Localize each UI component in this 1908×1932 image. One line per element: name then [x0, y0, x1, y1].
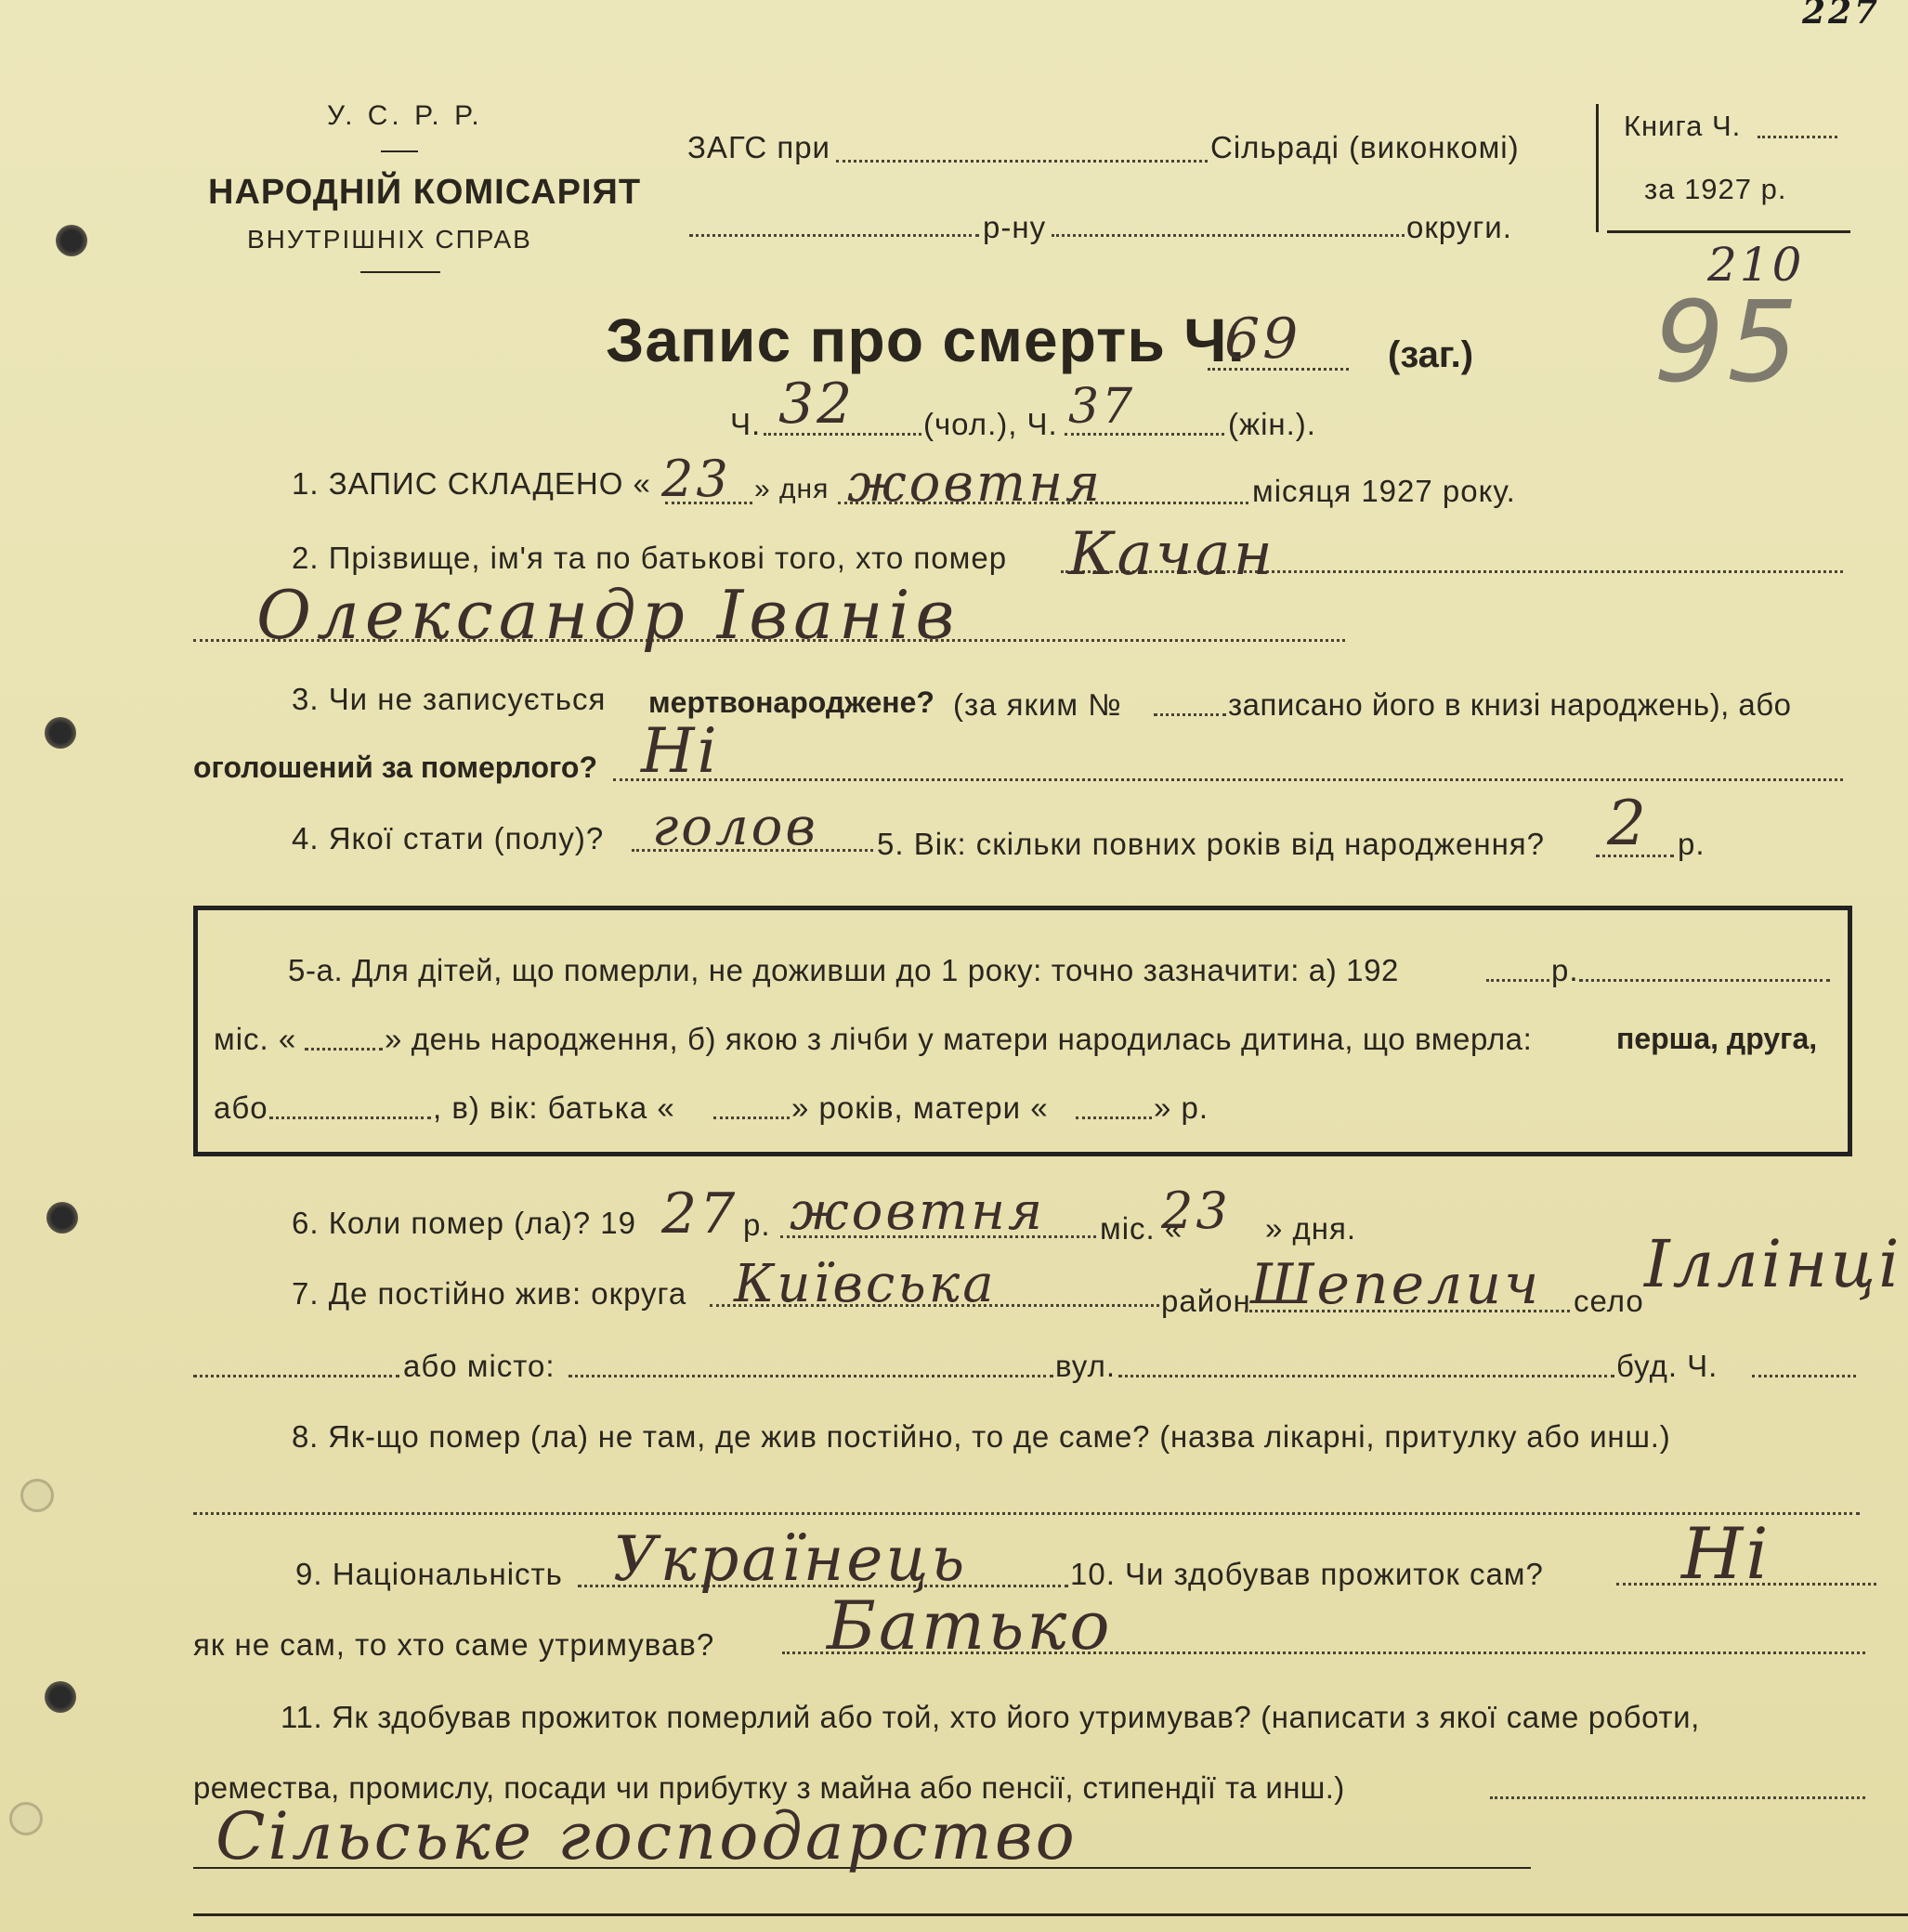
field1-label: 1. ЗАПИС СКЛАДЕНО « [292, 466, 651, 501]
field5a-line3-pre: або [214, 1090, 268, 1125]
field10-answer: Ні [1681, 1512, 1771, 1595]
female-number: 37 [1068, 379, 1136, 435]
field11-line2-dots [1490, 1796, 1865, 1799]
binder-hole-6 [9, 1802, 43, 1835]
top-corner-number: 227 [1802, 0, 1881, 32]
field10-label: 10. Чи здобував прожиток сам? [1070, 1557, 1544, 1591]
field5a-line2: » день народження, б) якою з лічби у матери народилась дитина, що вмерла: [385, 1022, 1533, 1056]
field1-suffix: місяця 1927 року. [1252, 474, 1516, 508]
field5a-first-second: перша, друга, [1616, 1022, 1818, 1055]
field7-selo-label: село [1574, 1284, 1644, 1318]
okrugy-dots [1052, 234, 1405, 237]
field11-line1: 11. Як здобував прожиток померлий або той, хто його утримував? (написати з якої саме роботи, [281, 1700, 1700, 1734]
field9-answer: Українець [613, 1523, 968, 1595]
field4-answer: голов [652, 797, 818, 857]
book-box-bottom-border [1607, 230, 1850, 233]
field2-name: Олександр Іванів [256, 576, 961, 654]
rnu-dots [689, 234, 979, 237]
field8-label: 8. Як-що помер (ла) не там, де жив постійно, то де саме? (назва лікарні, притулку або инш.) [292, 1419, 1671, 1454]
field5a-r: р. [1551, 953, 1579, 987]
field11-line2: ремества, промислу, посади чи прибутку з майна або пенсії, стипендії та инш.) [193, 1770, 1345, 1805]
field1-day: 23 [661, 450, 731, 508]
book-label: Книга Ч. [1624, 110, 1742, 142]
male-number: 32 [778, 372, 856, 437]
field8-answer-dots [193, 1512, 1860, 1515]
male-label: (чол.), Ч. [923, 407, 1058, 441]
okrugy-label: округи. [1406, 210, 1512, 244]
field7b-misto: або місто: [403, 1349, 555, 1383]
field7b-pre-dots [193, 1375, 399, 1377]
field3-text3: записано його в книзі народжень), або [1228, 687, 1792, 722]
field3-text2: (за яким № [953, 687, 1122, 722]
field7-raion: Шепелич [1250, 1252, 1542, 1317]
field7b-bud: буд. Ч. [1616, 1349, 1719, 1383]
field6-label: 6. Коли помер (ла)? 19 [292, 1206, 636, 1240]
record-title: Запис про смерть Ч. [606, 306, 1246, 374]
field6-day: 23 [1161, 1181, 1231, 1240]
field5-suffix: р. [1678, 827, 1705, 861]
field5a-day-dots [305, 1048, 383, 1051]
bottom-solid-line [193, 1913, 1908, 1916]
field7-raion-label: район [1161, 1284, 1251, 1318]
zags-dots [836, 160, 1208, 163]
field2-surname: Качан [1068, 520, 1275, 589]
field5a-mother-age-dots [1076, 1116, 1152, 1119]
field7-selo: Іллінці [1644, 1226, 1902, 1302]
binder-hole-3 [46, 1202, 78, 1234]
binder-hole-5 [45, 1681, 76, 1713]
field1-month: жовтня [847, 453, 1104, 514]
commissariat-line1: НАРОДНІЙ КОМІСАРІЯТ [208, 173, 642, 212]
field2-label: 2. Прізвище, ім'я та по батькові того, хто помер [292, 541, 1008, 575]
field3-answer-dots [613, 778, 1843, 781]
female-label: (жін.). [1228, 407, 1316, 441]
field5-answer: 2 [1607, 788, 1649, 859]
field5a-or-dots [269, 1116, 431, 1119]
field5a-month-dots [1579, 979, 1830, 982]
field7b-vul: вул. [1055, 1349, 1117, 1383]
field5a-year-dots [1486, 979, 1549, 982]
field7-label: 7. Де постійно жив: округа [292, 1276, 687, 1311]
binder-hole-2 [45, 717, 76, 749]
header-dash-2 [360, 271, 440, 273]
zags-suffix: Сільраді (виконкомі) [1210, 130, 1520, 164]
pencil-number-95: 95 [1653, 279, 1801, 408]
field5a-line2-pre: міс. « [214, 1022, 297, 1056]
field1-mid: » дня [754, 474, 830, 504]
field10b-answer: Батько [827, 1586, 1113, 1664]
field3-number-dots [1154, 713, 1226, 716]
field6-year: 27 [661, 1181, 738, 1247]
record-zag-label: (заг.) [1388, 334, 1474, 375]
field6-suffix: » дня. [1265, 1211, 1357, 1246]
field5a-line3-text1: , в) вік: батька « [433, 1090, 675, 1125]
field6-mis: міс. « [1100, 1211, 1183, 1246]
field11-answer: Сільське господарство [216, 1798, 1078, 1874]
republic-abbr: У. С. Р. Р. [327, 100, 483, 131]
pencil-number-210: 210 [1707, 238, 1805, 292]
field5-label: 5. Вік: скільки повних років від народження? [877, 827, 1546, 861]
field5a-father-age-dots [713, 1116, 790, 1119]
field6-month: жовтня [790, 1181, 1046, 1242]
binder-hole-1 [56, 225, 87, 256]
ch-prefix: Ч. [730, 407, 762, 441]
field7b-bud-dots [1752, 1375, 1856, 1377]
field3-stillborn: мертвонароджене? [648, 685, 934, 719]
record-number: 69 [1224, 307, 1301, 372]
binder-hole-4 [20, 1479, 54, 1512]
field5a-line3-text2: » років, матери « [791, 1090, 1049, 1125]
field7b-vul-dots [1118, 1375, 1614, 1377]
field6-r: р. [743, 1208, 771, 1242]
field7-okruga: Київська [734, 1254, 997, 1314]
commissariat-line2: ВНУТРІШНІХ СПРАВ [247, 225, 532, 254]
field10b-label: як не сам, то хто саме утримував? [193, 1627, 715, 1662]
book-number-dots [1758, 136, 1837, 138]
field4-label: 4. Якої стати (полу)? [292, 821, 605, 855]
field5a-line3-text3: » р. [1154, 1090, 1209, 1125]
rnu-label: р-ну [983, 210, 1047, 244]
book-year: за 1927 р. [1644, 173, 1787, 205]
field5a-line1: 5-а. Для дітей, що померли, не доживши до 1 року: точно зазначити: а) 192 [288, 953, 1399, 987]
field3-declared-dead: оголошений за померлого? [193, 751, 597, 784]
field7b-misto-dots [568, 1375, 1053, 1377]
field3-text1: 3. Чи не записується [292, 682, 607, 716]
field3-answer: Ні [641, 715, 720, 787]
header-dash-1 [381, 150, 418, 152]
book-box-left-border [1596, 104, 1599, 232]
field9-label: 9. Національність [295, 1557, 563, 1591]
zags-prefix: ЗАГС при [687, 130, 830, 164]
